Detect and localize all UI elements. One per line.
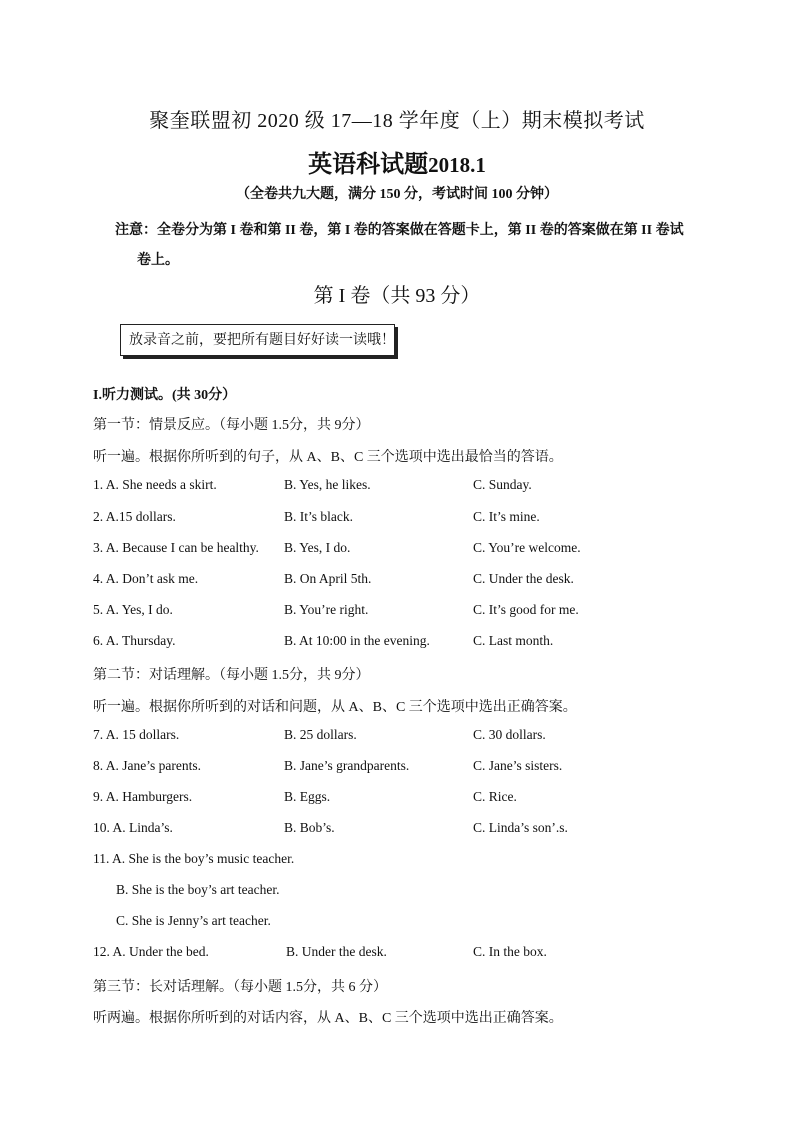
q8-option-b: B. Jane’s grandparents. [284, 758, 410, 773]
q2-option-b: B. It’s black. [284, 509, 353, 524]
q6-option-a: 6. A. Thursday. [93, 633, 176, 648]
callout-box [120, 324, 395, 356]
q2-option-a: 2. A.15 dollars. [93, 509, 176, 524]
q3-option-c: C. You’re welcome. [473, 540, 581, 555]
q6-option-b: B. At 10:00 in the evening. [284, 633, 430, 648]
q8-option-a: 8. A. Jane’s parents. [93, 758, 201, 773]
exam-title [0, 144, 794, 179]
q11-option-a: 11. A. She is the boy’s music teacher. [93, 851, 295, 866]
q6-option-c: C. Last month. [473, 633, 554, 648]
q5-option-c: C. It’s good for me. [473, 602, 579, 617]
exam-subject: 英语科试题 [308, 152, 429, 178]
section-1-instructions: 听一遍。根据你所听到的句子，从 A、B、C 三个选项中选出最恰当的答语。 [93, 450, 563, 465]
notice-line-2: 卷上。 [137, 253, 179, 268]
q3-option-a: 3. A. Because I can be healthy. [93, 540, 259, 555]
exam-year: 2018.1 [428, 153, 486, 177]
q5-option-b: B. You’re right. [284, 602, 369, 617]
notice-line-1: 注意：全卷分为第 I 卷和第 II 卷，第 I 卷的答案做在答题卡上，第 II 卷的答案做在第 II 卷试 [115, 223, 684, 238]
q4-option-a: 4. A. Don’t ask me. [93, 571, 199, 586]
q2-option-c: C. It’s mine. [473, 509, 540, 524]
q9-option-a: 9. A. Hamburgers. [93, 789, 193, 804]
q12-option-c: C. In the box. [473, 944, 547, 959]
q7-option-b: B. 25 dollars. [284, 727, 357, 742]
section-1-title: 第一节：情景反应。（每小题 1.5分，共 9分） [93, 418, 370, 433]
section-3-title: 第三节：长对话理解。（每小题 1.5分，共 6 分） [93, 980, 387, 995]
q9-option-b: B. Eggs. [284, 789, 331, 804]
q10-option-b: B. Bob’s. [284, 820, 335, 835]
q4-option-c: C. Under the desk. [473, 571, 574, 586]
q12-option-a: 12. A. Under the bed. [93, 944, 209, 959]
q10-option-a: 10. A. Linda’s. [93, 820, 173, 835]
q1-option-c: C. Sunday. [473, 477, 532, 492]
exam-subtitle: （全卷共九大题，满分 150 分，考试时间 100 分钟） [236, 187, 558, 202]
q11-option-c: C. She is Jenny’s art teacher. [116, 913, 271, 928]
section-2-instructions: 听一遍。根据你所听到的对话和问题，从 A、B、C 三个选项中选出正确答案。 [93, 700, 577, 715]
exam-header: 聚奎联盟初 2020 级 17—18 学年度（上）期末模拟考试 [149, 110, 645, 132]
q7-option-a: 7. A. 15 dollars. [93, 727, 180, 742]
q3-option-b: B. Yes, I do. [284, 540, 351, 555]
q1-option-b: B. Yes, he likes. [284, 477, 371, 492]
exam-notice [115, 216, 715, 276]
part-title: 第 I 卷（共 93 分） [313, 285, 481, 307]
q7-option-c: C. 30 dollars. [473, 727, 546, 742]
q11-option-b: B. She is the boy’s art teacher. [116, 882, 280, 897]
callout-text: 放录音之前，要把所有题目好好读一读哦！ [129, 333, 395, 348]
listening-heading: I.听力测试。(共 30分） [93, 388, 237, 403]
q1-option-a: 1. A. She needs a skirt. [93, 477, 217, 492]
q5-option-a: 5. A. Yes, I do. [93, 602, 173, 617]
q4-option-b: B. On April 5th. [284, 571, 372, 586]
q8-option-c: C. Jane’s sisters. [473, 758, 563, 773]
section-3-instructions: 听两遍。根据你所听到的对话内容，从 A、B、C 三个选项中选出正确答案。 [93, 1011, 563, 1026]
section-2-title: 第二节：对话理解。（每小题 1.5分，共 9分） [93, 668, 370, 683]
q10-option-c: C. Linda’s son’.s. [473, 820, 568, 835]
q9-option-c: C. Rice. [473, 789, 517, 804]
q12-option-b: B. Under the desk. [286, 944, 387, 959]
